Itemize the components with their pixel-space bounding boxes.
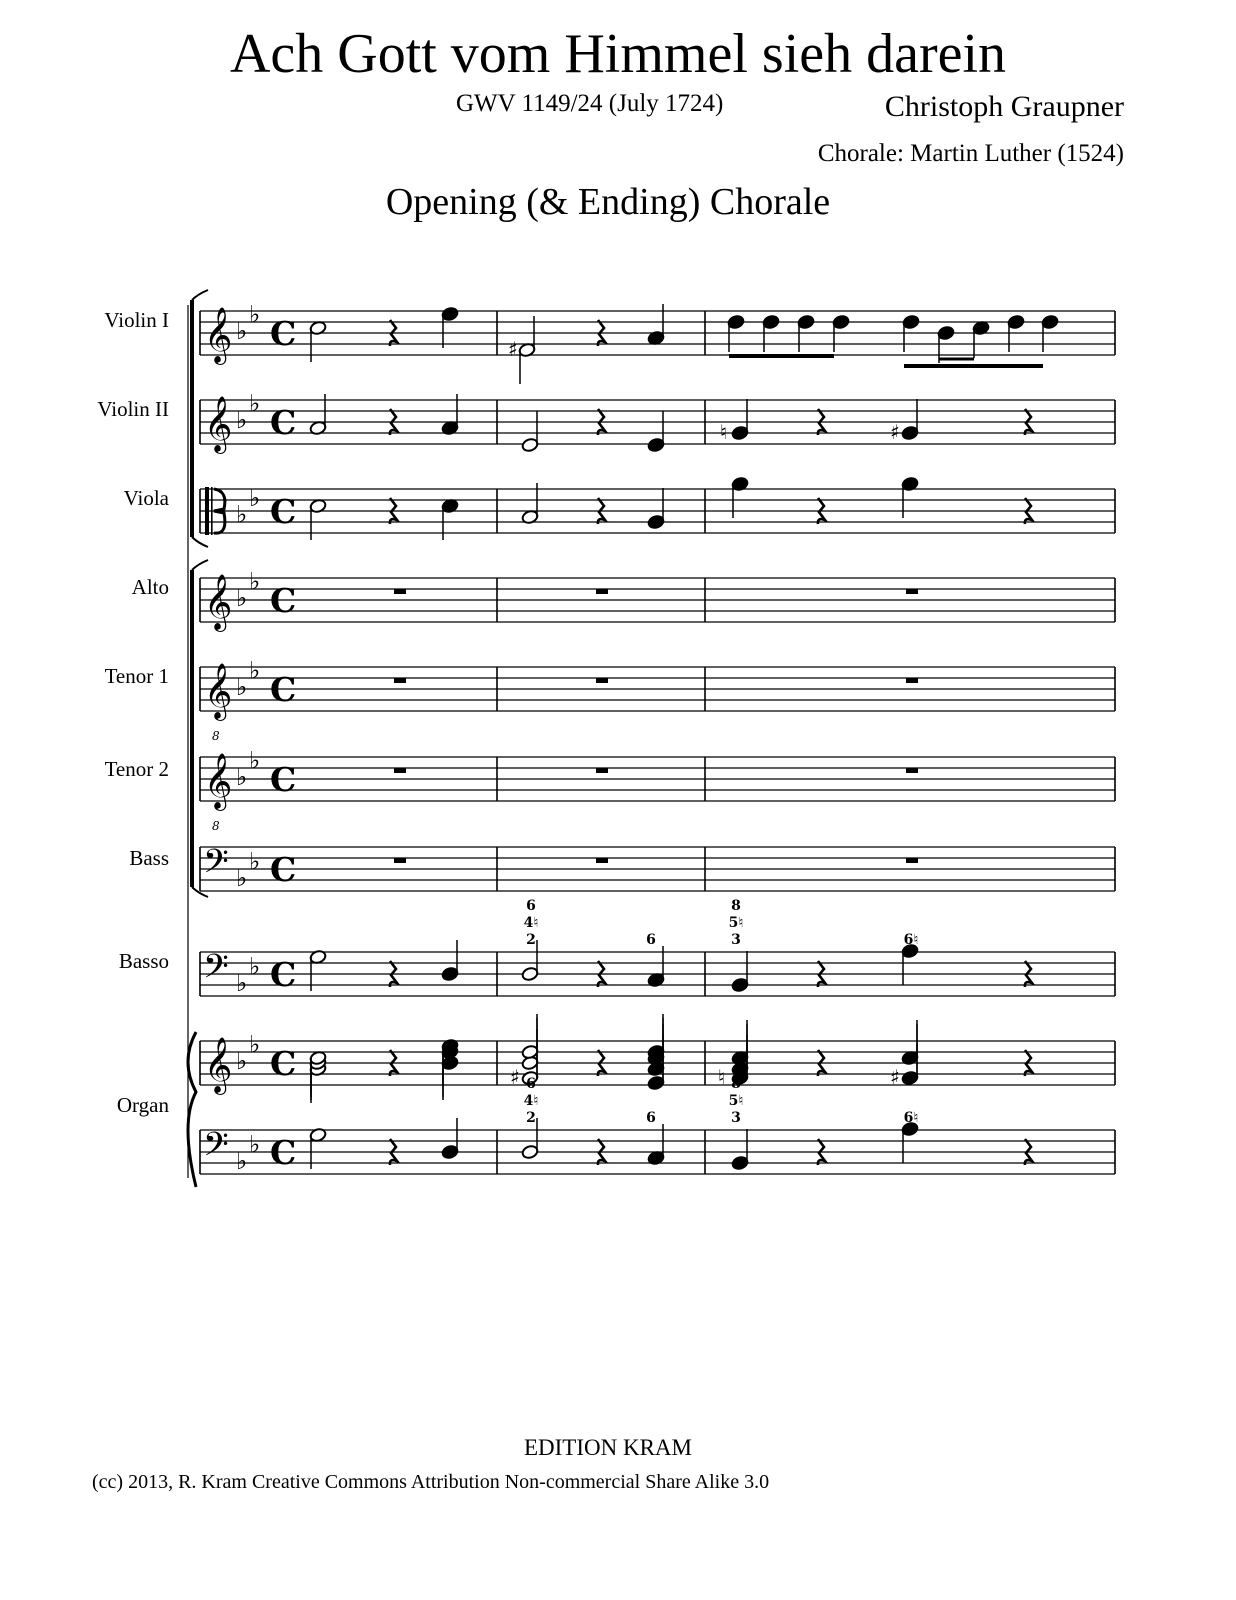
accidental: ♮ bbox=[718, 1065, 726, 1089]
note bbox=[731, 476, 749, 518]
staff bbox=[200, 747, 1115, 834]
whole-rest bbox=[394, 768, 406, 773]
flat-sign: ♭ bbox=[249, 1130, 261, 1159]
time-signature: C bbox=[270, 955, 297, 994]
figured-bass-digit: 6 bbox=[526, 898, 536, 914]
instrument-label: Tenor 1 bbox=[104, 664, 169, 688]
treble-clef: 𝄞 bbox=[204, 663, 233, 719]
flat-sign: ♭ bbox=[236, 864, 248, 892]
whole-rest bbox=[906, 678, 918, 683]
flat-sign: ♭ bbox=[249, 952, 261, 981]
note bbox=[731, 1129, 749, 1171]
treble-clef: 𝄞 bbox=[204, 574, 233, 630]
note bbox=[647, 411, 665, 453]
accidental: ♯ bbox=[510, 1065, 520, 1089]
time-signature: C bbox=[270, 314, 297, 353]
figured-bass-digit: 6 bbox=[526, 1076, 536, 1092]
flat-sign: ♭ bbox=[249, 1030, 261, 1059]
instrument-label: Organ bbox=[116, 1093, 169, 1117]
time-signature: C bbox=[270, 760, 297, 799]
flat-sign: ♭ bbox=[236, 500, 248, 529]
time-signature: C bbox=[270, 670, 297, 709]
whole-rest bbox=[394, 589, 406, 594]
note bbox=[901, 1121, 919, 1163]
figured-bass-digit: 4♮ bbox=[523, 915, 539, 931]
note bbox=[972, 320, 990, 358]
figured-bass-digit: 6♮ bbox=[903, 1110, 919, 1126]
figured-bass-digit: 3 bbox=[731, 932, 741, 948]
staff bbox=[200, 948, 1115, 997]
note bbox=[647, 488, 665, 530]
figured-bass-digit: 2 bbox=[526, 1110, 536, 1126]
treble-clef: 𝄞 bbox=[204, 307, 233, 363]
flat-sign: ♭ bbox=[236, 1147, 248, 1175]
flat-sign: ♭ bbox=[236, 763, 248, 791]
treble-clef: 𝄞 bbox=[204, 396, 233, 452]
time-signature: C bbox=[270, 1133, 297, 1172]
note bbox=[441, 498, 459, 540]
treble-clef: 𝄞 bbox=[204, 753, 233, 809]
alto-clef bbox=[205, 487, 209, 535]
whole-rest bbox=[906, 589, 918, 594]
flat-sign: ♭ bbox=[236, 1047, 248, 1075]
whole-rest bbox=[394, 678, 406, 683]
accidental: ♯ bbox=[890, 420, 900, 444]
figured-bass-digit: 6 bbox=[646, 1110, 656, 1126]
instrument-label: Bass bbox=[129, 846, 169, 870]
accidental: ♯ bbox=[508, 337, 518, 361]
instrument-label: Basso bbox=[118, 949, 169, 973]
bass-clef: 𝄢 bbox=[203, 843, 229, 889]
movement-title: Opening (& Ending) Chorale bbox=[385, 181, 831, 223]
octave-mark: 8 bbox=[212, 729, 220, 743]
whole-rest bbox=[906, 858, 918, 863]
octave-mark: 8 bbox=[212, 819, 220, 833]
bass-clef: 𝄢 bbox=[203, 1126, 229, 1172]
whole-rest bbox=[394, 858, 406, 863]
flat-sign: ♭ bbox=[249, 746, 261, 775]
instrument-label: Alto bbox=[131, 575, 169, 599]
instrument-label: Viola bbox=[123, 486, 169, 510]
figured-bass-digit: 8 bbox=[731, 1076, 741, 1092]
time-signature: C bbox=[270, 581, 297, 620]
figured-bass-digit: 6 bbox=[646, 932, 656, 948]
score-title: Ach Gott vom Himmel sieh darein bbox=[229, 23, 1007, 85]
figured-bass-digit: 3 bbox=[731, 1110, 741, 1126]
flat-sign: ♭ bbox=[249, 389, 261, 418]
whole-rest bbox=[596, 589, 608, 594]
organ-brace bbox=[188, 1032, 196, 1187]
flat-sign: ♭ bbox=[236, 584, 248, 612]
flat-sign: ♭ bbox=[249, 484, 261, 512]
note bbox=[521, 411, 539, 453]
license-text: (cc) 2013, R. Kram Creative Commons Attribution Non-commercial Share Alike 3.0 bbox=[92, 1471, 770, 1493]
note bbox=[901, 476, 919, 518]
staff bbox=[200, 657, 1115, 744]
note bbox=[441, 940, 459, 982]
treble-clef: 𝄞 bbox=[204, 1037, 233, 1093]
figured-bass-digit: 6♮ bbox=[903, 932, 919, 948]
note bbox=[309, 320, 327, 362]
composer-name: Christoph Graupner bbox=[884, 90, 1124, 123]
edition-name: EDITION KRAM bbox=[523, 1435, 692, 1460]
time-signature: C bbox=[270, 1044, 297, 1083]
instrument-label: Tenor 2 bbox=[104, 757, 169, 781]
flat-sign: ♭ bbox=[249, 656, 261, 685]
staff bbox=[200, 843, 1115, 892]
bass-clef: 𝄢 bbox=[203, 948, 229, 994]
flat-sign: ♭ bbox=[249, 567, 261, 596]
figured-bass-digit: 5♮ bbox=[728, 1093, 744, 1109]
note bbox=[441, 306, 459, 348]
accidental: ♯ bbox=[890, 1065, 900, 1089]
flat-sign: ♭ bbox=[249, 847, 261, 876]
accidental: ♮ bbox=[720, 420, 728, 444]
flat-sign: ♭ bbox=[236, 317, 248, 345]
note bbox=[901, 943, 919, 985]
flat-sign: ♭ bbox=[236, 673, 248, 701]
time-signature: C bbox=[270, 850, 297, 889]
note bbox=[309, 498, 327, 540]
whole-rest bbox=[596, 858, 608, 863]
staff bbox=[200, 568, 1115, 633]
chorale-credit: Chorale: Martin Luther (1524) bbox=[817, 140, 1124, 167]
note bbox=[731, 951, 749, 993]
note bbox=[441, 1118, 459, 1160]
flat-sign: ♭ bbox=[249, 300, 261, 329]
note bbox=[647, 304, 665, 346]
flat-sign: ♭ bbox=[236, 406, 248, 434]
flat-sign: ♭ bbox=[236, 969, 248, 997]
time-signature: C bbox=[270, 492, 297, 531]
whole-rest bbox=[596, 768, 608, 773]
instrument-label: Violin II bbox=[97, 397, 169, 421]
figured-bass-digit: 2 bbox=[526, 932, 536, 948]
figured-bass-digit: 4♮ bbox=[523, 1093, 539, 1109]
staff bbox=[200, 1126, 1115, 1175]
whole-rest bbox=[596, 678, 608, 683]
note bbox=[901, 399, 919, 441]
time-signature: C bbox=[270, 403, 297, 442]
note bbox=[731, 399, 749, 441]
figured-bass-digit: 5♮ bbox=[728, 915, 744, 931]
whole-rest bbox=[906, 768, 918, 773]
catalog-number: GWV 1149/24 (July 1724) bbox=[456, 90, 724, 117]
instrument-label: Violin I bbox=[104, 308, 169, 332]
figured-bass-digit: 8 bbox=[731, 898, 741, 914]
